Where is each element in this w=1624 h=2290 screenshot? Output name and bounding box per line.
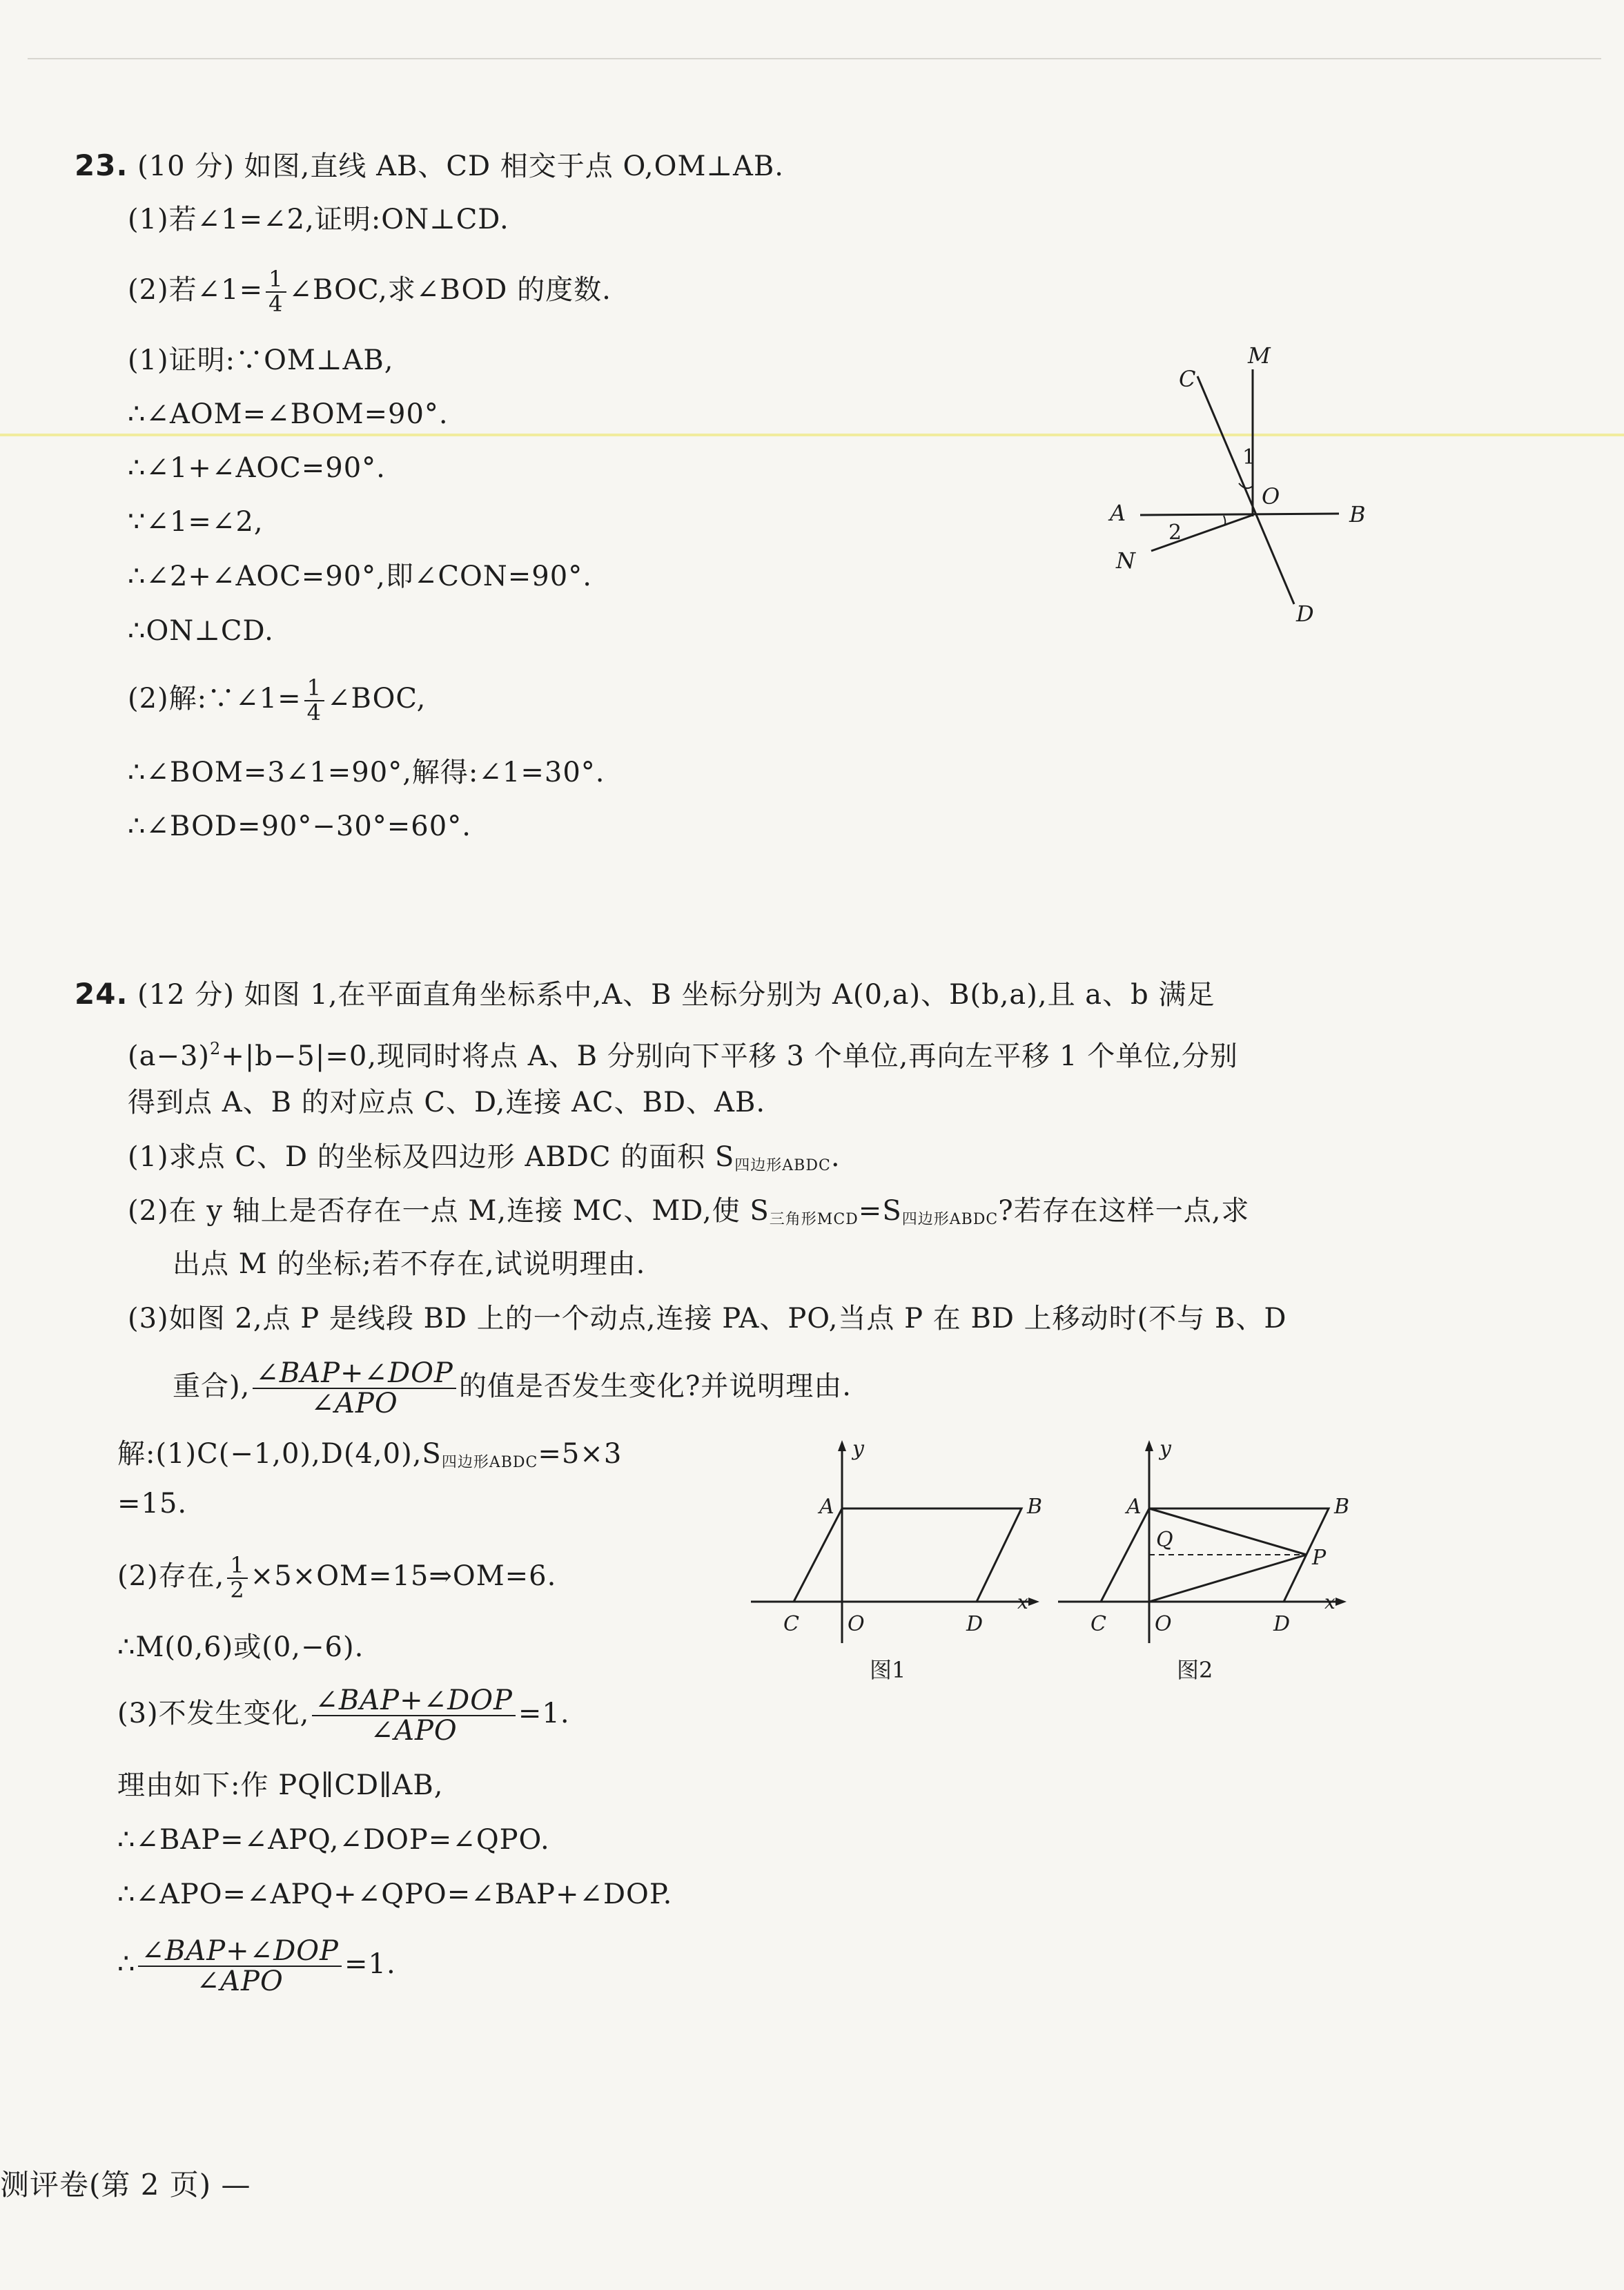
label-p: P [1312,1546,1327,1570]
label-d: D [1273,1612,1291,1636]
label-c: C [1090,1612,1106,1636]
label-a: A [819,1495,834,1519]
label-a: A [1110,500,1126,526]
q24-score: (12 分) [137,979,235,1011]
label-b: B [1027,1495,1043,1519]
q24-part3-line1: (3)如图 2,点 P 是线段 BD 上的一个动点,连接 PA、PO,当点 P 在 BD 上移动时(不与 B、D [128,1303,1287,1335]
q24-sol2: (2)存在, $\frac{1}{2}$ ×5×OM=15⇒OM=6. [117,1552,557,1603]
q24-part2-line2: 出点 M 的坐标;若不存在,试说明理由. [173,1248,646,1280]
label-d: D [1296,601,1314,627]
label-y: y [852,1437,864,1461]
fraction: $\frac{1}{4}$ [266,268,286,316]
label-b: B [1334,1495,1350,1519]
angle-1-arc [1239,483,1253,488]
figure-2-caption: 图2 [1177,1657,1213,1683]
q24-reason-2: ∴∠BAP=∠APQ,∠DOP=∠QPO. [117,1824,550,1856]
label-b: B [1349,501,1366,527]
label-m: M [1248,342,1271,369]
fraction: $\frac{\text{∠BAP+∠DOP}}{\text{∠APO}}$ [312,1686,516,1745]
q23-sol-line-5: ∴∠2+∠AOC=90°,即∠CON=90°. [128,561,592,592]
label-y: y [1160,1437,1171,1461]
q23-sol-line-1: (1)证明:∵OM⊥AB, [128,345,394,376]
top-scan-line [28,58,1601,59]
q24-part2: (2)在 y 轴上是否存在一点 M,连接 MC、MD,使 $S_{三角形MCD}=S_{四边形ABDC}$?若存在这样一点,求 [128,1195,1250,1228]
segment-po [1149,1555,1307,1602]
q23-intro: 如图,直线 AB、CD 相交于点 O,OM⊥AB. [244,151,785,182]
q23-score: (10 分) [137,151,235,182]
q23-sol-line-3: ∴∠1+∠AOC=90°. [128,452,386,484]
label-q: Q [1156,1528,1173,1552]
label-n: N [1116,547,1135,574]
line-ab [1140,514,1339,515]
label-x: x [1017,1591,1028,1613]
q23-sol-line-7: ∴∠BOM=3∠1=90°,解得:∠1=30°. [128,757,605,788]
label-a: A [1126,1495,1142,1519]
y-axis-arrow-icon [838,1440,846,1451]
q24-sol1: 解$:(1)C(-1,0),D(4,0),S_{四边形ABDC}=5\times 3$ [117,1438,623,1471]
q24-final: ∴ $\frac{\text{∠BAP+∠DOP}}{\text{∠APO}}$ =1. [117,1935,396,1997]
line-on [1151,515,1253,551]
label-o: O [848,1612,865,1636]
q24-sol2-line2: ∴M(0,6)或(0,−6). [117,1631,364,1663]
q24-number: 24. [75,977,128,1011]
q24-reason-1: 理由如下:作 PQ∥CD∥AB, [117,1769,444,1801]
q23-sol-line-6: ∴ON⊥CD. [128,615,274,647]
angle-2-arc [1224,516,1225,525]
fraction: $\frac{\text{∠BAP+∠DOP}}{\text{∠APO}}$ [253,1359,456,1418]
q24-intro-1: 如图 1,在平面直角坐标系中,A、B 坐标分别为 A(0,a)、B(b,a),且 a、b 满足 [244,979,1215,1011]
q23-part2: (2)若∠1= $\frac{1}{4}$ ∠BOC,求∠BOD 的度数. [128,266,612,317]
q23-sol-line-4: ∵∠1=∠2, [128,506,264,538]
q24-part3-line2: 重合), $\frac{\text{∠BAP+∠DOP}}{\text{∠APO}}$ 的值是否发生变化?并说明理由. [173,1357,852,1419]
q23-sol-line-8: ∴∠BOD=90°−30°=60°. [128,811,471,842]
q24-intro-2: $(a-3)^2+|b-5|=0$,现同时将点 A、B 分别向下平移 3 个单位,再向左平移 1 个单位,分别 [128,1039,1238,1072]
q24-figure-1 [738,1436,1049,1691]
q24-sol1-line2: =15. [117,1488,188,1520]
q23-sol2: (2)解:∵∠1= $\frac{1}{4}$ ∠BOC, [128,675,427,726]
q24-part1: (1)求点 C、D 的坐标及四边形 ABDC 的面积 $S_{四边形ABDC}$. [128,1141,841,1174]
q23-sol-line-2: ∴∠AOM=∠BOM=90°. [128,398,449,430]
parallelogram-abdc [794,1508,1021,1602]
figure-1-caption: 图1 [870,1657,906,1683]
label-2: 2 [1168,521,1182,545]
label-o: O [1155,1612,1172,1636]
label-c: C [783,1612,799,1636]
label-x: x [1324,1591,1336,1613]
q24-reason-3: ∴∠APO=∠APQ+∠QPO=∠BAP+∠DOP. [117,1879,673,1910]
page-footer: 测评卷(第 2 页) — [0,2168,251,2202]
q23-header [75,148,784,184]
q24-figure-2 [1046,1436,1356,1691]
label-o: O [1262,483,1280,510]
fraction: $\frac{\text{∠BAP+∠DOP}}{\text{∠APO}}$ [138,1937,342,1996]
q23-part1: (1)若∠1=∠2,证明:ON⊥CD. [128,204,509,235]
label-d: D [966,1612,984,1636]
x-axis-arrow-icon [1336,1598,1347,1606]
q24-header [75,977,1215,1012]
y-axis-arrow-icon [1145,1440,1153,1451]
q23-number: 23. [75,148,128,182]
q24-intro-3: 得到点 A、B 的对应点 C、D,连接 AC、BD、AB. [128,1087,766,1118]
label-1: 1 [1242,445,1256,469]
label-c: C [1179,366,1196,392]
fraction: $\frac{1}{4}$ [304,677,324,724]
fraction: $\frac{1}{2}$ [227,1554,247,1602]
x-axis-arrow-icon [1028,1598,1039,1606]
q23-figure [1077,338,1394,628]
q24-sol3: (3)不发生变化, $\frac{\text{∠BAP+∠DOP}}{\text{∠APO}}$ =1. [117,1685,570,1747]
